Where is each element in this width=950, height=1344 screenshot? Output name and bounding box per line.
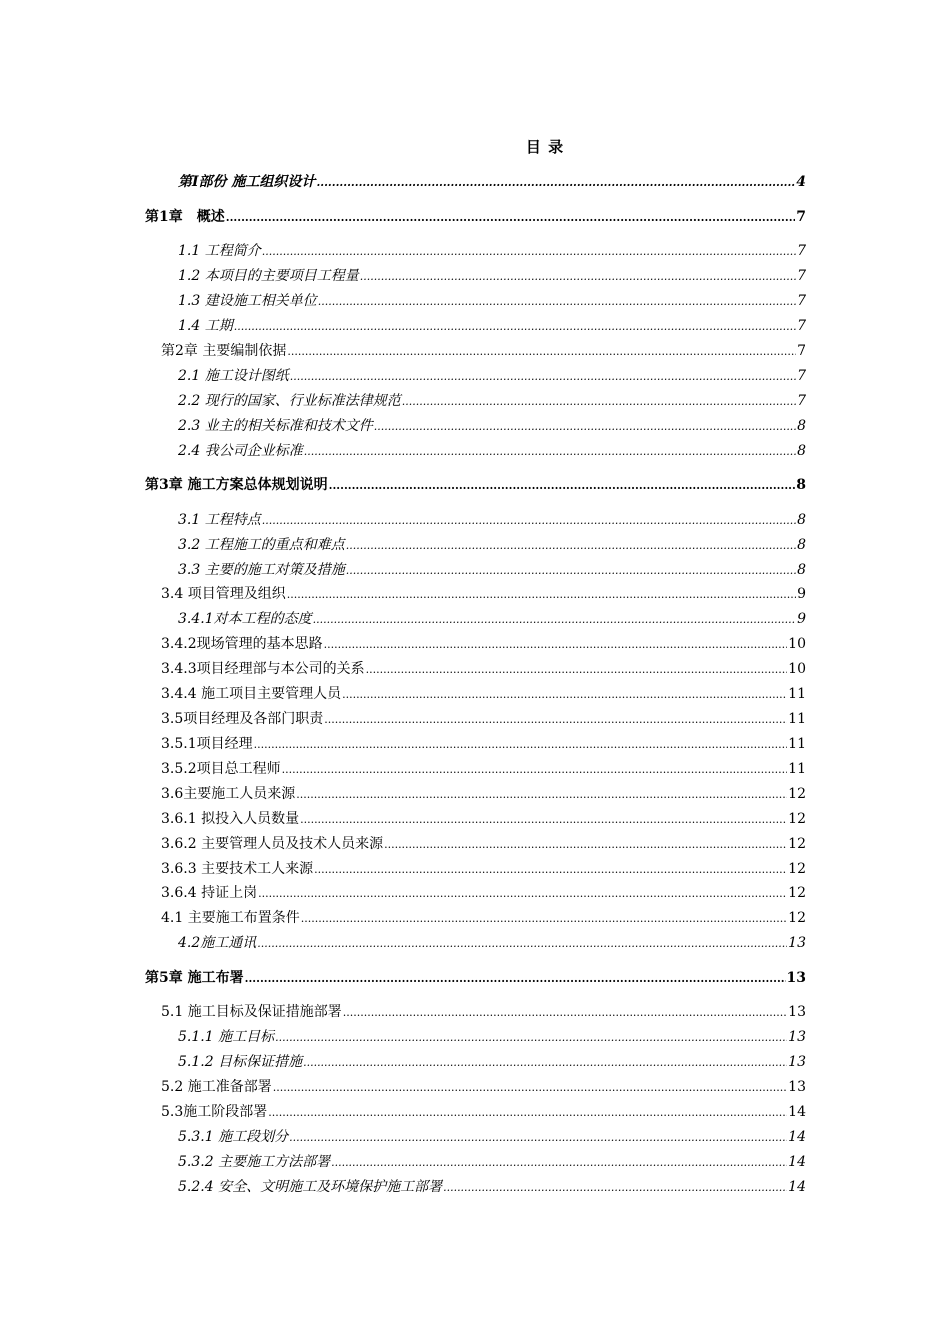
toc-entry-page: 8 — [797, 512, 806, 528]
toc-entry-label: 第1章 概述 — [145, 209, 225, 225]
toc-entry[interactable] — [178, 265, 806, 285]
toc-entry-label: 1.1 工程简介 — [178, 243, 261, 259]
toc-entry-page: 11 — [788, 711, 806, 727]
toc-entry[interactable] — [161, 733, 806, 753]
toc-entry-label: 3.5.2项目总工程师 — [161, 761, 281, 777]
toc-entry[interactable] — [161, 858, 806, 878]
dot-leader — [366, 663, 788, 676]
toc-entry[interactable] — [178, 440, 806, 460]
toc-entry-label: 第5章 施工布署 — [145, 970, 244, 986]
dot-leader — [314, 863, 787, 876]
toc-entry-label: 3.4.1对本工程的态度 — [178, 611, 312, 627]
dot-leader — [313, 613, 796, 626]
toc-title: 目 录 — [525, 138, 565, 156]
toc-entry[interactable] — [161, 1076, 806, 1096]
toc-entry-page: 13 — [786, 970, 806, 986]
toc-entry-page: 8 — [797, 537, 806, 553]
toc-entry-page: 7 — [797, 368, 806, 384]
toc-entry[interactable] — [178, 509, 806, 529]
toc-entry[interactable] — [161, 340, 806, 360]
toc-entry-label: 3.6主要施工人员来源 — [161, 786, 296, 802]
dot-leader — [384, 838, 787, 851]
toc-entry-label: 3.4.4 施工项目主要管理人员 — [161, 686, 342, 702]
toc-entry-label: 2.1 施工设计图纸 — [178, 368, 289, 384]
toc-entry-page: 14 — [788, 1154, 806, 1170]
toc-entry[interactable] — [161, 783, 806, 803]
toc-entry[interactable] — [161, 1001, 806, 1021]
dot-leader — [324, 713, 787, 726]
toc-entry[interactable] — [161, 808, 806, 828]
dot-leader — [226, 211, 796, 224]
toc-entry-page: 10 — [788, 636, 806, 652]
toc-entry-page: 13 — [788, 1079, 806, 1095]
dot-leader — [318, 295, 796, 308]
toc-entry-page: 13 — [788, 1054, 806, 1070]
dot-leader — [343, 1006, 787, 1019]
dot-leader — [346, 564, 796, 577]
dot-leader — [342, 688, 787, 701]
toc-entry-page: 12 — [788, 861, 806, 877]
toc-entry-label: 5.3施工阶段部署 — [161, 1104, 268, 1120]
toc-entry-label: 3.2 工程施工的重点和难点 — [178, 537, 345, 553]
toc-entry-page: 11 — [788, 736, 806, 752]
dot-leader — [258, 887, 787, 900]
toc-entry[interactable] — [145, 474, 806, 494]
toc-entry-label: 2.2 现行的国家、行业标准法律规范 — [178, 393, 401, 409]
toc-entry-label: 第3章 施工方案总体规划说明 — [145, 477, 328, 493]
toc-entry-page: 12 — [788, 786, 806, 802]
toc-entry-label: 1.2 本项目的主要项目工程量 — [178, 268, 359, 284]
toc-entry-label: 3.5.1项目经理 — [161, 736, 253, 752]
toc-entry-label: 3.5项目经理及各部门职责 — [161, 711, 324, 727]
dot-leader — [301, 912, 787, 925]
toc-entry[interactable] — [161, 833, 806, 853]
toc-entry-page: 12 — [788, 910, 806, 926]
dot-leader — [234, 320, 796, 333]
toc-entry-page: 7 — [797, 293, 806, 309]
toc-entry[interactable] — [178, 534, 806, 554]
dot-leader — [402, 395, 796, 408]
dot-leader — [360, 270, 796, 283]
dot-leader — [290, 370, 796, 383]
toc-entry-label: 3.6.2 主要管理人员及技术人员来源 — [161, 836, 384, 852]
dot-leader — [443, 1181, 787, 1194]
dot-leader — [346, 539, 796, 552]
toc-entry-label: 1.4 工期 — [178, 318, 233, 334]
toc-entry-page: 12 — [788, 811, 806, 827]
toc-entry-page: 14 — [788, 1129, 806, 1145]
toc-entry[interactable] — [178, 365, 806, 385]
toc-entry[interactable] — [178, 315, 806, 335]
toc-entry[interactable] — [178, 1176, 806, 1196]
toc-entry-label: 5.2.4 安全、文明施工及环境保护施工部署 — [178, 1179, 443, 1195]
toc-entry-label: 第Ⅰ部份 施工组织设计 — [178, 174, 316, 190]
toc-entry[interactable] — [145, 967, 806, 987]
toc-entry[interactable] — [178, 932, 806, 952]
toc-entry-label: 3.4.3项目经理部与本公司的关系 — [161, 661, 365, 677]
toc-entry-page: 7 — [797, 343, 806, 359]
dot-leader — [324, 638, 788, 651]
toc-entry-page: 8 — [797, 418, 806, 434]
toc-entry-label: 5.3.2 主要施工方法部署 — [178, 1154, 331, 1170]
toc-entry-page: 8 — [797, 562, 806, 578]
toc-entry-label: 2.3 业主的相关标准和技术文件 — [178, 418, 373, 434]
toc-entry-label: 3.4 项目管理及组织 — [161, 586, 286, 602]
dot-leader — [287, 345, 796, 358]
toc-entry[interactable] — [178, 1151, 806, 1171]
toc-entry[interactable] — [161, 1101, 806, 1121]
dot-leader — [275, 1031, 787, 1044]
toc-entry[interactable] — [161, 633, 806, 653]
toc-entry-page: 13 — [788, 1004, 806, 1020]
dot-leader — [282, 763, 788, 776]
toc-entry[interactable] — [178, 290, 806, 310]
toc-entry-label: 5.2 施工准备部署 — [161, 1079, 272, 1095]
toc-entry-page: 10 — [788, 661, 806, 677]
toc-entry[interactable] — [145, 206, 806, 226]
dot-leader — [257, 937, 787, 950]
toc-entry-page: 11 — [788, 686, 806, 702]
toc-entry-page: 7 — [797, 243, 806, 259]
dot-leader — [331, 1156, 787, 1169]
toc-entry[interactable] — [178, 608, 806, 628]
toc-entry-label: 3.6.4 持证上岗 — [161, 885, 258, 901]
dot-leader — [304, 445, 796, 458]
toc-entry-page: 7 — [796, 209, 806, 225]
dot-leader — [287, 588, 796, 601]
dot-leader — [303, 1056, 787, 1069]
toc-entry-label: 5.3.1 施工段划分 — [178, 1129, 289, 1145]
toc-entry-label: 4.1 主要施工布置条件 — [161, 910, 300, 926]
toc-entry-page: 14 — [788, 1179, 806, 1195]
toc-entry[interactable] — [161, 907, 806, 927]
toc-entry-page: 8 — [796, 477, 806, 493]
toc-entry[interactable] — [178, 1126, 806, 1146]
toc-entry-page: 14 — [788, 1104, 806, 1120]
dot-leader — [268, 1106, 787, 1119]
toc-entry-page: 8 — [797, 443, 806, 459]
toc-entry[interactable] — [161, 758, 806, 778]
toc-entry-label: 3.1 工程特点 — [178, 512, 261, 528]
toc-entry-page: 12 — [788, 836, 806, 852]
dot-leader — [329, 479, 796, 492]
toc-entry-label: 第2章 主要编制依据 — [161, 343, 287, 359]
toc-entry-label: 3.4.2现场管理的基本思路 — [161, 636, 323, 652]
toc-entry-label: 3.6.1 拟投入人员数量 — [161, 811, 300, 827]
toc-entry[interactable] — [178, 390, 806, 410]
dot-leader — [273, 1081, 787, 1094]
toc-entry[interactable] — [161, 583, 806, 603]
toc-entry-label: 4.2施工通讯 — [178, 935, 257, 951]
dot-leader — [262, 245, 796, 258]
dot-leader — [254, 738, 788, 751]
toc-entry-label: 5.1.1 施工目标 — [178, 1029, 275, 1045]
toc-entry[interactable] — [161, 683, 806, 703]
toc-entry-page: 7 — [797, 268, 806, 284]
toc-entry-label: 5.1.2 目标保证措施 — [178, 1054, 303, 1070]
toc-entry[interactable] — [178, 1026, 806, 1046]
toc-entry[interactable] — [161, 658, 806, 678]
toc-entry[interactable] — [178, 171, 806, 191]
toc-entry-page: 7 — [797, 393, 806, 409]
dot-leader — [316, 176, 795, 189]
toc-entry[interactable] — [161, 708, 806, 728]
toc-entry-label: 5.1 施工目标及保证措施部署 — [161, 1004, 342, 1020]
toc-entry[interactable] — [178, 415, 806, 435]
dot-leader — [289, 1131, 787, 1144]
toc-entry-page: 4 — [796, 174, 806, 190]
toc-entry-label: 1.3 建设施工相关单位 — [178, 293, 317, 309]
toc-entry-page: 12 — [788, 885, 806, 901]
toc-entry-page: 13 — [788, 935, 806, 951]
dot-leader — [296, 788, 787, 801]
dot-leader — [300, 813, 787, 826]
toc-entry-page: 7 — [797, 318, 806, 334]
toc-entry[interactable] — [161, 882, 806, 902]
toc-entry[interactable] — [178, 559, 806, 579]
toc-entry-page: 9 — [797, 611, 806, 627]
toc-entry-page: 11 — [788, 761, 806, 777]
dot-leader — [245, 972, 786, 985]
toc-entry[interactable] — [178, 1051, 806, 1071]
toc-entry[interactable] — [178, 240, 806, 260]
dot-leader — [262, 514, 796, 527]
toc-entry-label: 2.4 我公司企业标准 — [178, 443, 303, 459]
toc-entry-page: 13 — [788, 1029, 806, 1045]
toc-entry-page: 9 — [797, 586, 806, 602]
toc-entry-label: 3.6.3 主要技术工人来源 — [161, 861, 314, 877]
toc-entry-label: 3.3 主要的施工对策及措施 — [178, 562, 345, 578]
dot-leader — [374, 420, 796, 433]
